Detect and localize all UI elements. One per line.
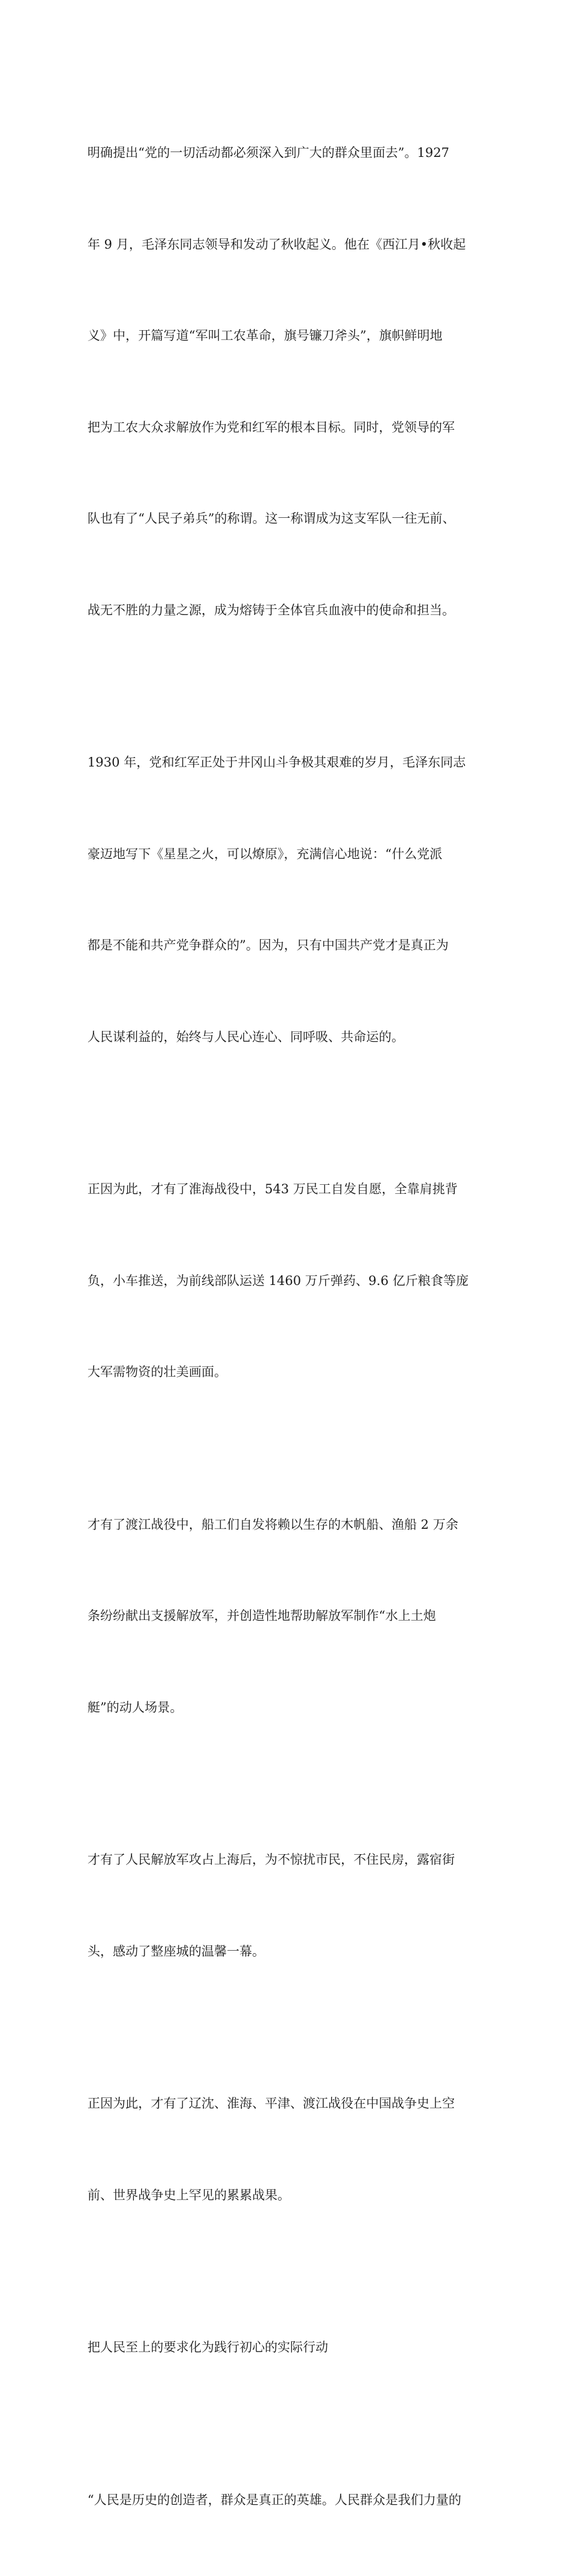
text-line: 1930 年，党和红军正处于井冈山斗争极其艰难的岁月，毛泽东同志 <box>87 747 493 778</box>
paragraph-campaign-results <box>87 2027 493 2271</box>
text-line: 负，小车推送，为前线部队运送 1460 万斤弹药、9.6 亿斤粮食等庞 <box>87 1266 493 1296</box>
text-line: 艇”的动人场景。 <box>87 1692 493 1723</box>
text-line: “人民是历史的创造者，群众是真正的英雄。人民群众是我们力量的 <box>87 2485 493 2516</box>
paragraph-river-crossing-campaign <box>87 1449 493 1784</box>
text-line: 前、世界战争史上罕见的累累战果。 <box>87 2180 493 2211</box>
paragraph-people-creators-of-history <box>87 2424 493 2576</box>
text-line: 正因为此，才有了辽沈、淮海、平津、渡江战役在中国战争史上空 <box>87 2088 493 2119</box>
text-line: 才有了人民解放军攻占上海后，为不惊扰市民，不住民房，露宿街 <box>87 1844 493 1875</box>
text-line: 大军需物资的壮美画面。 <box>87 1357 493 1388</box>
text-line: 条纷纷献出支援解放军，并创造性地帮助解放军制作“水上土炮 <box>87 1601 493 1631</box>
text-line: 才有了渡江战役中，船工们自发将赖以生存的木帆船、渔船 2 万余 <box>87 1510 493 1540</box>
document-body <box>87 77 493 2576</box>
text-line: 队也有了“人民子弟兵”的称谓。这一称谓成为这支军队一往无前、 <box>87 503 493 534</box>
text-line: 都是不能和共产党争群众的”。因为，只有中国共产党才是真正为 <box>87 930 493 961</box>
section-heading <box>87 2271 493 2424</box>
text-line: 明确提出“党的一切活动都必须深入到广大的群众里面去”。1927 <box>87 138 493 168</box>
text-line: 年 9 月，毛泽东同志领导和发动了秋收起义。他在《西江月•秋收起 <box>87 229 493 260</box>
paragraph-shanghai <box>87 1784 493 2027</box>
paragraph-autumn-harvest-uprising <box>87 77 493 686</box>
text-line: 豪迈地写下《星星之火，可以燎原》，充满信心地说：“什么党派 <box>87 839 493 870</box>
paragraph-single-spark <box>87 686 493 1113</box>
text-line: 战无不胜的力量之源，成为熔铸于全体官兵血液中的使命和担当。 <box>87 595 493 626</box>
text-line: 把人民至上的要求化为践行初心的实际行动 <box>87 2332 493 2363</box>
text-line: 义》中，开篇写道“军叫工农革命，旗号镰刀斧头”，旗帜鲜明地 <box>87 320 493 351</box>
text-line: 头，感动了整座城的温馨一幕。 <box>87 1936 493 1967</box>
text-line: 人民谋利益的，始终与人民心连心、同呼吸、共命运的。 <box>87 1022 493 1053</box>
text-line: 把为工农大众求解放作为党和红军的根本目标。同时，党领导的军 <box>87 412 493 443</box>
document-page <box>0 0 573 811</box>
paragraph-huaihai-campaign <box>87 1113 493 1449</box>
text-line: 正因为此，才有了淮海战役中，543 万民工自发自愿，全靠肩挑背 <box>87 1174 493 1205</box>
